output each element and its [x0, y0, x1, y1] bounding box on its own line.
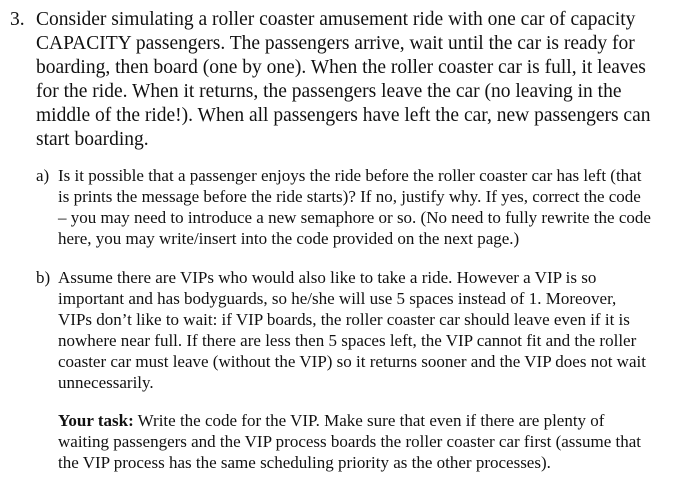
question-line: middle of the ride!). When all passengers have left the car, new passengers can	[36, 105, 651, 126]
question-text	[36, 8, 686, 152]
question-line: start boarding.	[36, 129, 149, 150]
question-line: Consider simulating a roller coaster amusement ride with one car of capacity	[36, 9, 636, 30]
question-number: 3.	[10, 9, 25, 30]
task-first-line	[58, 410, 641, 431]
question-line: for the ride. When it returns, the passengers leave the car (no leaving in the	[36, 81, 622, 102]
task-line: the VIP process has the same scheduling priority as the other processes).	[58, 453, 551, 472]
part-b-line: VIPs don’t like to wait: if VIP boards, the roller coaster car should leave even if it is	[58, 310, 630, 329]
task-line: Write the code for the VIP. Make sure that even if there are plenty of	[133, 411, 605, 430]
task-label: Your task:	[58, 411, 134, 430]
task-text	[58, 410, 641, 473]
task-line: waiting passengers and the VIP process boards the roller coaster car first (assume that	[58, 432, 642, 451]
part-b-line: unnecessarily.	[58, 373, 154, 392]
part-b-label: b)	[36, 268, 51, 287]
part-a-line: here, you may write/insert into the code provided on the next page.)	[58, 229, 520, 248]
part-a-line: Is it possible that a passenger enjoys the ride before the roller coaster car has left (that	[58, 166, 642, 185]
part-b-line: important and has bodyguards, so he/she will use 5 spaces instead of 1. Moreover,	[58, 289, 617, 308]
part-a-label: a)	[36, 166, 50, 185]
question-line: boarding, then board (one by one). When the roller coaster car is full, it leaves	[36, 57, 646, 78]
part-a-text	[58, 165, 651, 249]
part-a-line: – you may need to introduce a new semaphore or so. (No need to fully rewrite the code	[58, 208, 651, 227]
part-b-line: Assume there are VIPs who would also like to take a ride. However a VIP is so	[58, 268, 597, 287]
question-line: CAPACITY passengers. The passengers arrive, wait until the car is ready for	[36, 33, 635, 54]
part-b-line: coaster car must leave (without the VIP) so it returns sooner and the VIP does not wait	[58, 352, 646, 371]
part-b-line: nowhere near full. If there are less then 5 spaces left, the VIP cannot fit and the roller	[58, 331, 637, 350]
part-b-text	[58, 267, 646, 393]
part-a-line: is prints the message before the ride starts)? If no, justify why. If yes, correct the code	[58, 187, 641, 206]
